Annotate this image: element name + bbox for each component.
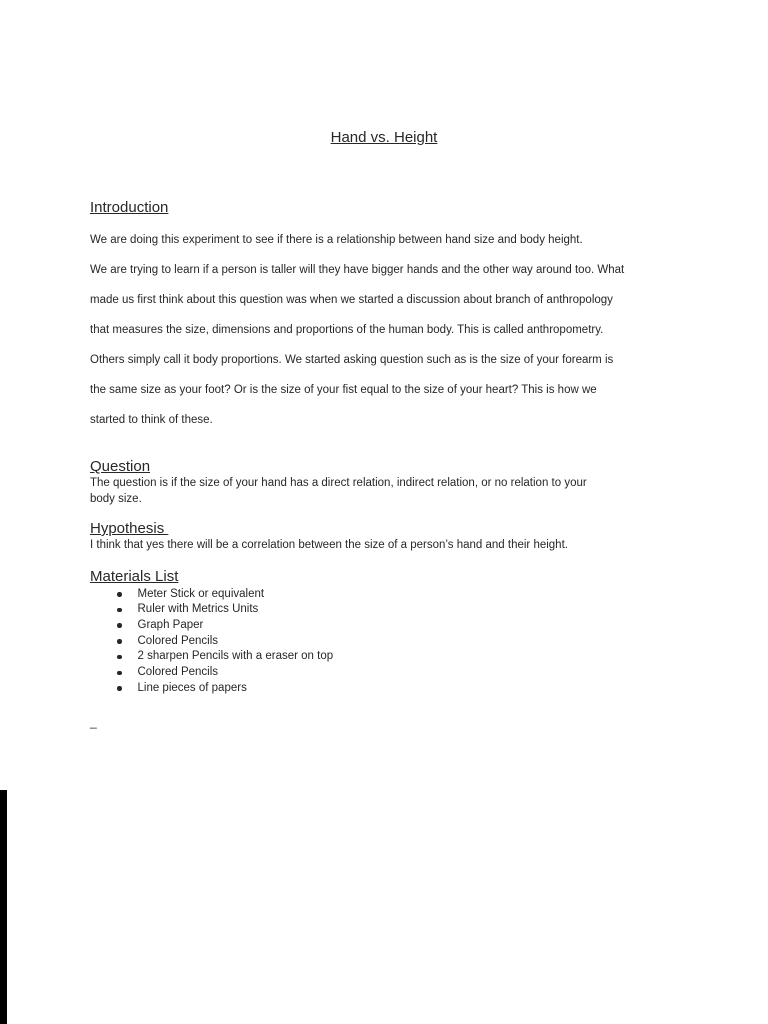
paragraph-line: body size. (90, 492, 142, 505)
list-item (90, 665, 674, 681)
bullet-icon (117, 592, 122, 597)
bullet-icon (117, 686, 122, 691)
bullet-icon (117, 608, 122, 613)
paragraph-line: We are doing this experiment to see if there is a relationship between hand size and body height. (90, 234, 583, 246)
hypothesis-paragraph (90, 538, 674, 554)
bullet-icon (117, 639, 122, 644)
scan-artifact-bar (0, 790, 7, 1024)
question-paragraph (90, 476, 674, 507)
paragraph-line: made us first think about this question was when we started a discussion about branch of anthropology (90, 294, 613, 306)
section-heading-hypothesis: Hypothesis (90, 520, 169, 537)
list-item (90, 649, 674, 665)
introduction-paragraph (90, 225, 674, 435)
list-item-text: Graph Paper (137, 618, 204, 631)
paragraph-line: I think that yes there will be a correlation between the size of a person’s hand and their height. (90, 539, 568, 551)
list-item-text: Line pieces of papers (137, 681, 247, 694)
paragraph-line: the same size as your foot? Or is the size of your fist equal to the size of your heart? This is how we (90, 384, 597, 396)
list-item (90, 681, 674, 697)
list-item (90, 587, 674, 603)
document-title: Hand vs. Height (330, 129, 438, 146)
materials-list (90, 587, 674, 697)
section-heading-question: Question (90, 458, 151, 475)
paragraph-line: Others simply call it body proportions. We started asking question such as is the size of your forearm is (90, 354, 614, 366)
list-item-text: Ruler with Metrics Units (137, 603, 259, 616)
list-item-text: Meter Stick or equivalent (137, 587, 265, 600)
list-item-text: Colored Pencils (137, 665, 219, 678)
bullet-icon (117, 623, 122, 628)
stray-underscore-mark: _ (90, 715, 97, 730)
list-item-text: Colored Pencils (137, 634, 219, 647)
paragraph-line: that measures the size, dimensions and proportions of the human body. This is called anthropometry. (90, 324, 604, 336)
section-heading-introduction: Introduction (90, 199, 169, 216)
paragraph-line: We are trying to learn if a person is taller will they have bigger hands and the other way around too. What (90, 264, 625, 276)
paragraph-line: The question is if the size of your hand has a direct relation, indirect relation, or no relation to your (90, 477, 587, 489)
list-item-text: 2 sharpen Pencils with a eraser on top (137, 650, 334, 663)
document-body (90, 199, 674, 729)
bullet-icon (117, 655, 122, 660)
bullet-icon (117, 671, 122, 676)
paragraph-line: started to think of these. (90, 414, 213, 426)
list-item (90, 634, 674, 650)
list-item (90, 618, 674, 634)
section-heading-materials-list: Materials List (90, 567, 179, 585)
list-item (90, 602, 674, 618)
